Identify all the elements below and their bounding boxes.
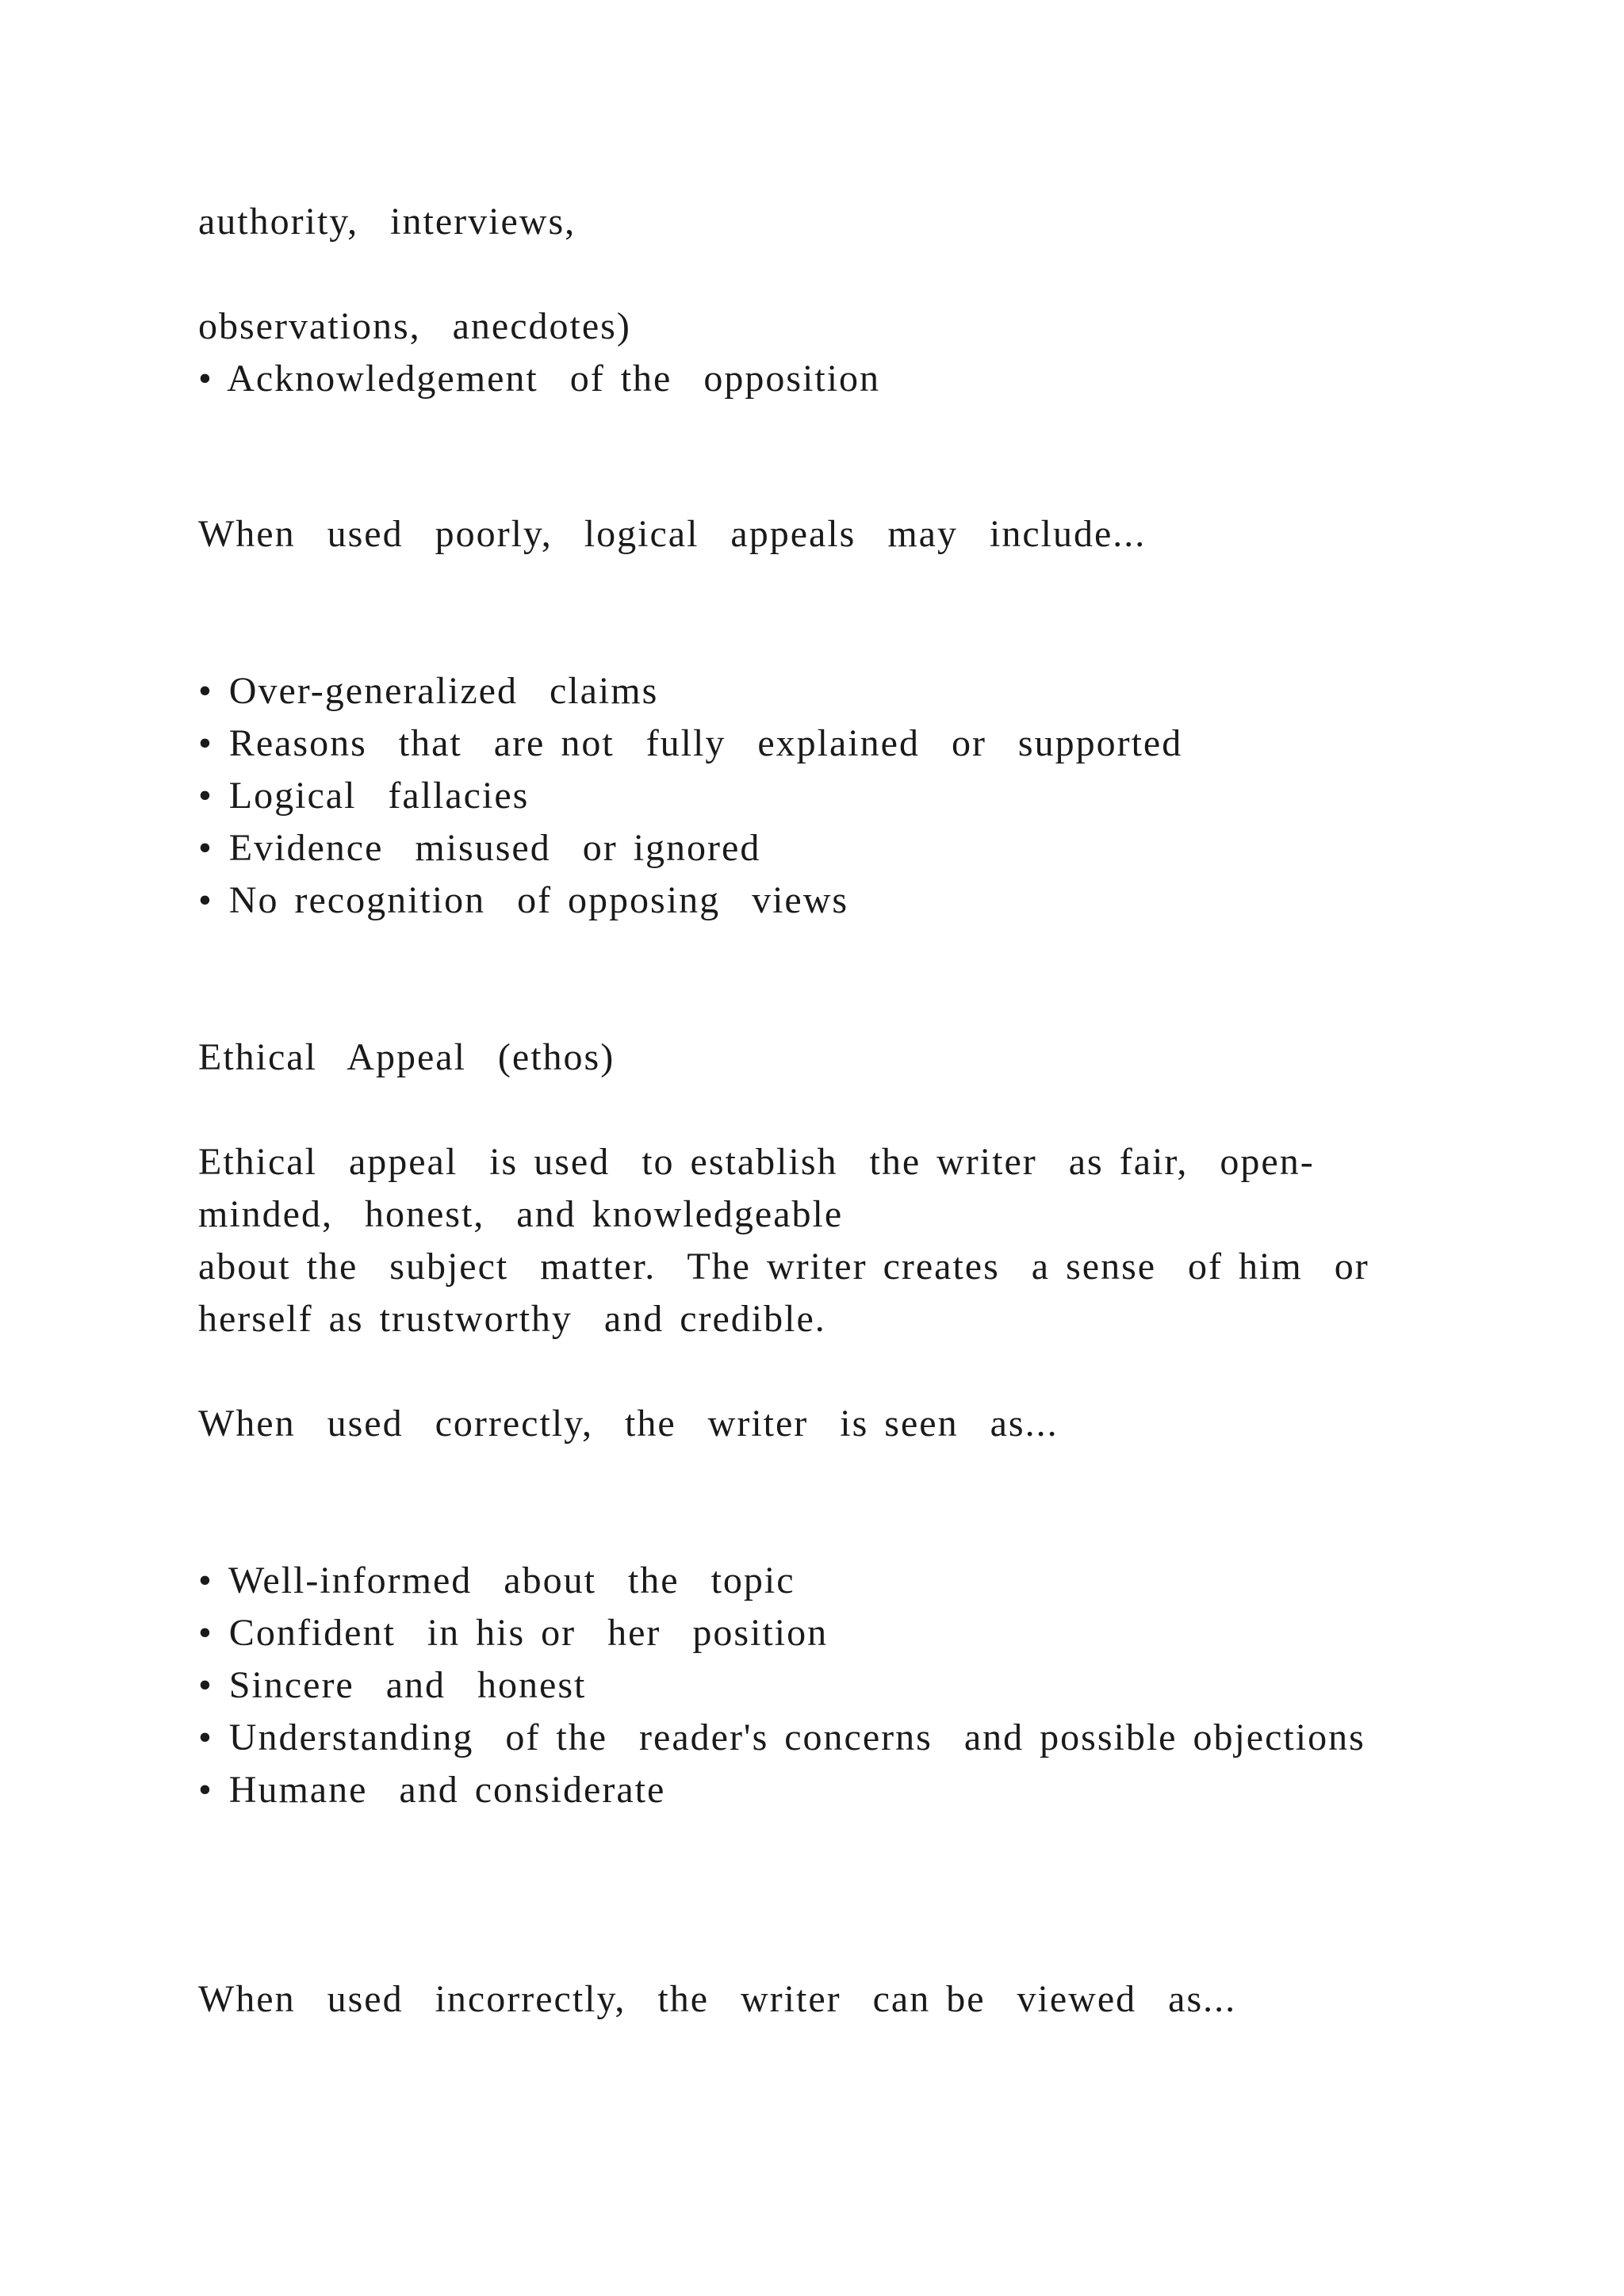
bullet-item-acknowledgement: • Acknowledgement of the opposition <box>198 358 881 400</box>
bullet-item-fallacies: • Logical fallacies <box>198 775 530 817</box>
bullet-item-evidence: • Evidence misused or ignored <box>198 827 761 869</box>
ethos-paragraph-line-3: about the subject matter. The writer creates a sense of him or <box>198 1246 1369 1288</box>
bullet-item-sincere: • Sincere and honest <box>198 1664 587 1706</box>
text-line-continuation-2: observations, anecdotes) <box>198 305 631 347</box>
bullet-item-reasons: • Reasons that are not fully explained or supported <box>198 722 1183 764</box>
logical-poor-intro: When used poorly, logical appeals may include... <box>198 513 1147 555</box>
ethos-paragraph-line-4: herself as trustworthy and credible. <box>198 1298 826 1340</box>
ethos-correct-intro: When used correctly, the writer is seen as... <box>198 1402 1059 1445</box>
bullet-item-no-recognition: • No recognition of opposing views <box>198 879 849 921</box>
bullet-item-overgeneralized: • Over-generalized claims <box>198 670 659 712</box>
bullet-item-well-informed: • Well-informed about the topic <box>198 1559 795 1601</box>
ethos-incorrect-intro: When used incorrectly, the writer can be viewed as... <box>198 1978 1237 2020</box>
section-heading-ethos: Ethical Appeal (ethos) <box>198 1036 615 1078</box>
bullet-item-understanding: • Understanding of the reader's concerns and possible objections <box>198 1716 1365 1758</box>
text-line-continuation-1: authority, interviews, <box>198 201 576 243</box>
bullet-item-humane: • Humane and considerate <box>198 1769 666 1811</box>
bullet-item-confident: • Confident in his or her position <box>198 1612 829 1654</box>
ethos-paragraph-line-2: minded, honest, and knowledgeable <box>198 1193 844 1235</box>
ethos-paragraph-line-1: Ethical appeal is used to establish the writer as fair, open- <box>198 1141 1315 1183</box>
